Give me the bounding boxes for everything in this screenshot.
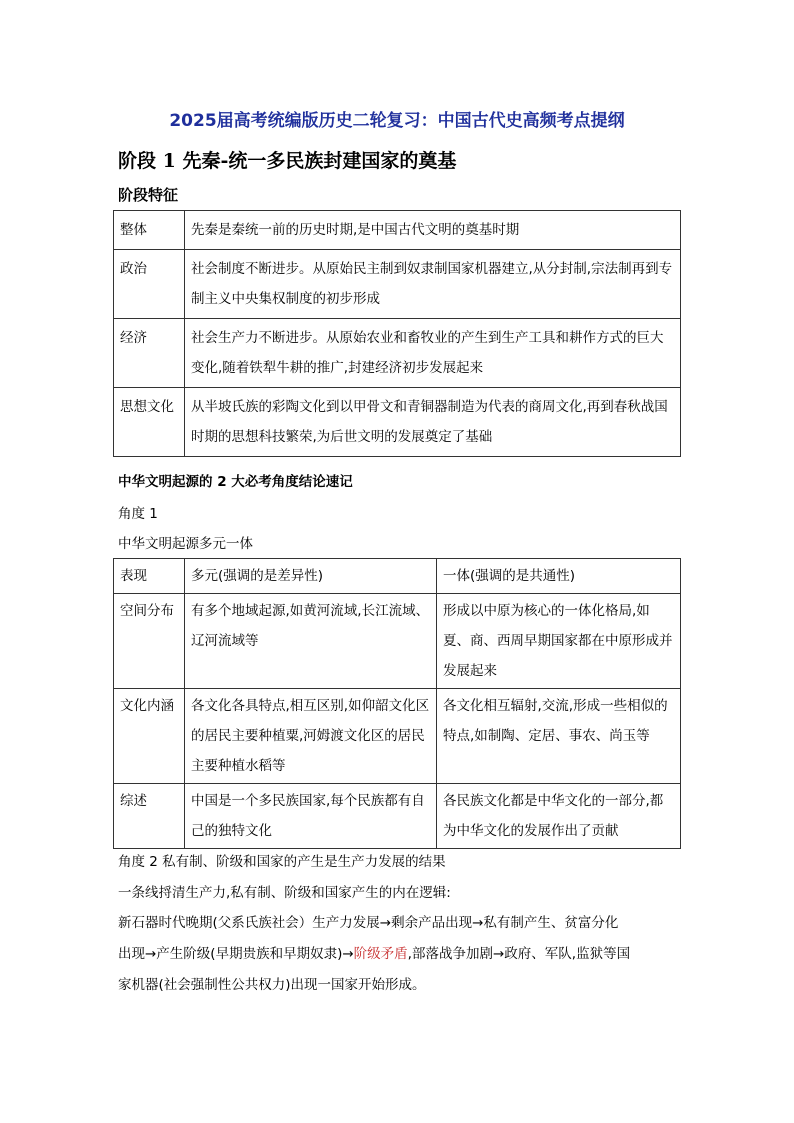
features-heading: 阶段特征 <box>118 186 179 204</box>
logic-line-2 <box>118 942 630 962</box>
unity-cell: 各民族文化都是中华文化的一部分,都为中华文化的发展作出了贡献 <box>437 784 681 849</box>
row-label: 综述 <box>114 784 185 849</box>
logic-line-2-end: ,部落战争加剧→政府、军队,监狱等国 <box>407 946 631 962</box>
logic-line-1: 新石器时代晚期(父系氏族社会）生产力发展→剩余产品出现→私有制产生、贫富分化 <box>118 915 619 931</box>
diverse-cell: 有多个地域起源,如黄河流域,长江流域、辽河流域等 <box>185 594 437 689</box>
table-header-row <box>114 559 681 594</box>
row-label: 思想文化 <box>114 388 185 457</box>
table-row <box>114 319 681 388</box>
row-content: 社会生产力不断进步。从原始农业和畜牧业的产生到生产工具和耕作方式的巨大变化,随着铁犁牛耕的推广,封建经济初步发展起来 <box>185 319 681 388</box>
row-content: 社会制度不断进步。从原始民主制到奴隶制国家机器建立,从分封制,宗法制再到专制主义中央集权制度的初步形成 <box>185 250 681 319</box>
row-content: 先秦是秦统一前的历史时期,是中国古代文明的奠基时期 <box>185 211 681 250</box>
features-table <box>113 210 681 457</box>
column-header: 一体(强调的是共通性) <box>437 559 681 594</box>
column-header: 表现 <box>114 559 185 594</box>
row-label: 整体 <box>114 211 185 250</box>
diverse-cell: 各文化各具特点,相互区别,如仰韶文化区的居民主要种植粟,河姆渡文化区的居民主要种植水稻等 <box>185 689 437 784</box>
diverse-cell: 中国是一个多民族国家,每个民族都有自己的独特文化 <box>185 784 437 849</box>
angle2-title: 角度 2 私有制、阶级和国家的产生是生产力发展的结果 <box>118 854 446 870</box>
row-label: 政治 <box>114 250 185 319</box>
table-row <box>114 784 681 849</box>
table-row <box>114 689 681 784</box>
unity-cell: 各文化相互辐射,交流,形成一些相似的特点,如制陶、定居、事农、尚玉等 <box>437 689 681 784</box>
row-label: 经济 <box>114 319 185 388</box>
table-row <box>114 594 681 689</box>
logic-intro: 一条线捋清生产力,私有制、阶级和国家产生的内在逻辑: <box>118 885 451 901</box>
row-content: 从半坡氏族的彩陶文化到以甲骨文和青铜器制造为代表的商周文化,再到春秋战国时期的思想科技繁荣,为后世文明的发展奠定了基础 <box>185 388 681 457</box>
table-row <box>114 388 681 457</box>
angle1-label: 角度 1 <box>118 506 158 522</box>
column-header: 多元(强调的是差异性) <box>185 559 437 594</box>
origin-heading: 中华文明起源的 2 大必考角度结论速记 <box>118 474 353 490</box>
table-row <box>114 211 681 250</box>
class-conflict-highlight: 阶级矛盾 <box>353 946 408 962</box>
row-label: 空间分布 <box>114 594 185 689</box>
document-title: 2025届高考统编版历史二轮复习：中国古代史高频考点提纲 <box>169 111 625 131</box>
logic-line-3: 家机器(社会强制性公共权力)出现一国家开始形成。 <box>118 977 426 993</box>
origin-table <box>113 558 681 849</box>
table-row <box>114 250 681 319</box>
unity-cell: 形成以中原为核心的一体化格局,如夏、商、西周早期国家都在中原形成并发展起来 <box>437 594 681 689</box>
angle1-title: 中华文明起源多元一体 <box>118 536 253 552</box>
logic-line-2-start: 出现→产生阶级(早期贵族和早期奴隶)→ <box>118 946 354 962</box>
stage-heading: 阶段 1 先秦-统一多民族封建国家的奠基 <box>118 150 457 172</box>
row-label: 文化内涵 <box>114 689 185 784</box>
